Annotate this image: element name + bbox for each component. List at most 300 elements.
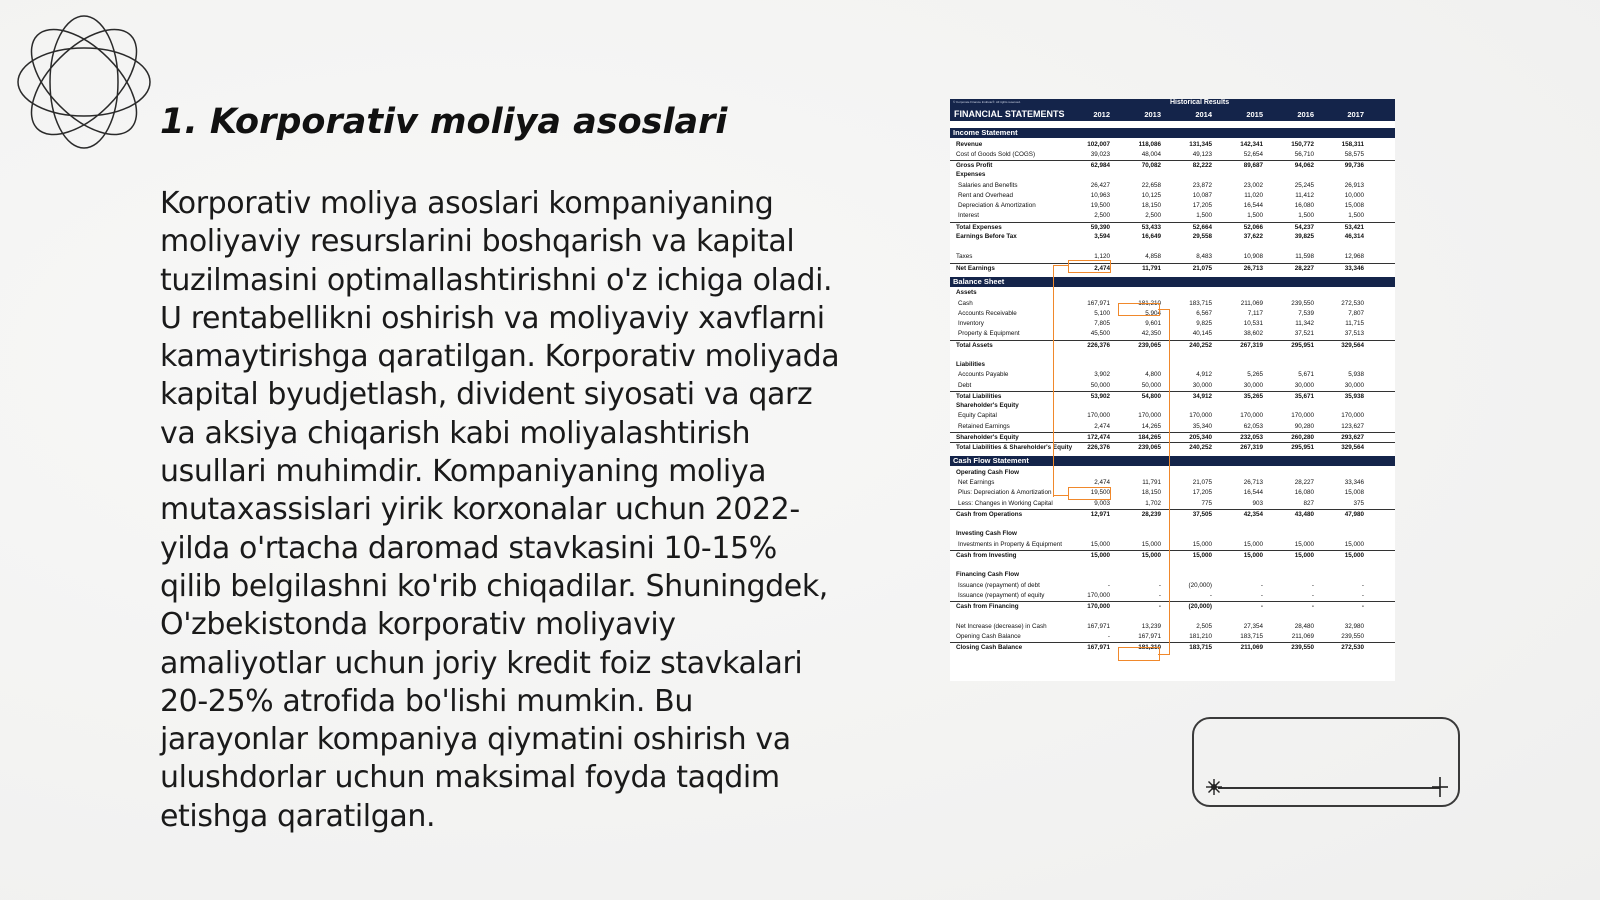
row-value: 260,280 [1291, 433, 1314, 441]
row-label: Total Liabilities [956, 392, 1002, 400]
row-value: 9,825 [1196, 320, 1212, 327]
row-value: 10,908 [1243, 253, 1263, 261]
statement-row [950, 570, 1395, 580]
row-value: 8,483 [1196, 253, 1212, 261]
statement-row [950, 191, 1395, 201]
row-value: - [1361, 591, 1364, 599]
row-label: Liabilities [956, 361, 986, 368]
row-value: 170,000 [1189, 412, 1212, 420]
row-value: 35,938 [1344, 392, 1364, 400]
row-value: 54,800 [1141, 392, 1161, 400]
row-value: - [1361, 581, 1364, 589]
row-value: 54,237 [1294, 223, 1314, 231]
row-value: 7,807 [1348, 309, 1364, 317]
statement-tagline: © Corporate Finance Institute®. All rights reserved. [953, 100, 1021, 104]
row-label: Salaries and Benefits [958, 181, 1018, 189]
statement-row [950, 422, 1395, 432]
row-value: 329,564 [1341, 444, 1364, 451]
statement-group-label: Historical Results [1170, 99, 1230, 106]
row-label: Inventory [958, 320, 984, 327]
row-label: Depreciation & Amortization [958, 202, 1036, 209]
row-label: Plus: Depreciation & Amortization [958, 489, 1052, 497]
row-label: Retained Earnings [958, 422, 1010, 430]
row-value: 16,544 [1243, 202, 1263, 209]
decorative-card [1192, 717, 1460, 807]
row-value: 15,000 [1243, 540, 1263, 548]
card-divider-line [1218, 787, 1440, 789]
highlight-box [1118, 647, 1160, 661]
row-value: 43,480 [1294, 510, 1314, 518]
row-value: 211,069 [1240, 644, 1263, 651]
row-value: 170,000 [1087, 603, 1110, 610]
row-value: 172,474 [1087, 433, 1110, 441]
row-value: 170,000 [1240, 412, 1263, 420]
row-value: 39,023 [1090, 150, 1110, 158]
statement-row [950, 242, 1395, 252]
interlaced-circles-logo-icon [10, 8, 158, 156]
row-value: 34,912 [1192, 392, 1212, 400]
statement-row [950, 181, 1395, 191]
row-label: Less: Changes in Working Capital [958, 499, 1053, 507]
row-label: Opening Cash Balance [956, 632, 1021, 640]
row-value: 58,575 [1344, 150, 1364, 158]
row-value: 295,951 [1291, 444, 1314, 451]
row-value: 26,913 [1344, 181, 1364, 189]
row-value: 32,980 [1344, 622, 1364, 630]
row-label: Expenses [956, 171, 986, 179]
row-label: Accounts Payable [958, 371, 1009, 379]
statement-row [950, 140, 1395, 150]
row-value: 775 [1201, 499, 1212, 507]
row-value: 15,008 [1344, 489, 1364, 497]
section-band: Balance Sheet [950, 277, 1395, 287]
row-value: 239,065 [1138, 444, 1161, 451]
row-value: 240,252 [1189, 444, 1212, 451]
row-label: Cash from Financing [956, 603, 1019, 610]
row-value: 53,433 [1141, 223, 1161, 231]
row-value: 12,971 [1090, 510, 1110, 518]
row-label: Interest [958, 212, 979, 220]
row-label: Net Increase (decrease) in Cash [956, 622, 1047, 630]
row-value: 35,671 [1294, 392, 1314, 400]
row-value: 15,000 [1344, 540, 1364, 548]
row-value: 14,265 [1141, 422, 1161, 430]
row-value: 239,065 [1138, 341, 1161, 349]
row-label: Assets [956, 289, 977, 297]
row-value: 48,004 [1141, 150, 1161, 158]
row-value: 5,671 [1298, 371, 1314, 379]
row-value: - [1107, 632, 1110, 640]
row-value: 33,346 [1344, 264, 1364, 272]
row-value: 94,062 [1294, 162, 1314, 169]
row-value: 39,825 [1294, 232, 1314, 240]
highlight-box [1068, 487, 1111, 500]
statement-row [950, 519, 1395, 529]
statement-row [950, 499, 1395, 509]
row-value: 90,280 [1294, 422, 1314, 430]
row-value: 33,346 [1344, 479, 1364, 486]
statement-row [950, 232, 1395, 242]
row-label: Cost of Goods Sold (COGS) [956, 150, 1036, 158]
row-value: 1,500 [1196, 212, 1212, 220]
statement-row [950, 150, 1395, 160]
section-band: Cash Flow Statement [950, 456, 1395, 466]
row-value: 7,117 [1247, 309, 1263, 317]
row-label: Operating Cash Flow [956, 468, 1019, 476]
row-value: 226,376 [1087, 444, 1110, 451]
statement-heading: FINANCIAL STATEMENTS [954, 109, 1065, 119]
row-value: - [1158, 591, 1161, 599]
statement-row [950, 288, 1395, 298]
year-header: 2012 [1093, 110, 1110, 119]
row-value: 38,602 [1243, 330, 1263, 338]
row-value: 232,053 [1240, 433, 1263, 441]
row-value: 28,480 [1294, 622, 1314, 630]
statement-row [950, 309, 1395, 319]
row-value: 205,340 [1189, 433, 1212, 441]
statement-row [950, 263, 1395, 274]
row-value: 2,505 [1196, 622, 1212, 630]
row-value: 17,205 [1192, 489, 1212, 497]
row-value: 827 [1303, 499, 1314, 507]
row-value: 181,210 [1189, 632, 1212, 640]
statement-row [950, 170, 1395, 180]
row-value: 28,227 [1294, 264, 1314, 272]
row-value: 10,087 [1192, 191, 1212, 199]
highlight-connector [1169, 309, 1170, 655]
highlight-connector [1053, 495, 1068, 496]
row-label: Debt [958, 381, 972, 389]
row-value: 5,938 [1348, 371, 1364, 379]
row-value: 26,427 [1090, 181, 1110, 189]
row-value: - [1158, 603, 1161, 610]
row-value: 267,319 [1240, 341, 1263, 349]
statement-row [950, 560, 1395, 570]
row-value: 59,390 [1090, 223, 1110, 231]
row-label: Accounts Receivable [958, 309, 1017, 317]
row-label: Shareholder's Equity [956, 402, 1019, 409]
row-value: - [1311, 581, 1314, 589]
year-header: 2013 [1144, 110, 1161, 119]
row-value: 167,971 [1087, 622, 1110, 630]
row-value: 15,008 [1344, 202, 1364, 209]
row-value: 11,598 [1295, 253, 1314, 261]
row-value: 9,003 [1094, 499, 1110, 507]
row-value: 23,872 [1192, 181, 1212, 189]
statement-row [950, 591, 1395, 601]
row-value: 47,980 [1344, 510, 1364, 518]
row-value: 18,150 [1141, 489, 1161, 497]
row-value: 26,713 [1243, 479, 1263, 486]
row-value: 28,239 [1141, 510, 1161, 518]
row-value: 5,100 [1094, 309, 1110, 317]
row-value: 70,082 [1141, 162, 1161, 169]
statement-row [950, 401, 1395, 411]
highlight-connector [1053, 265, 1054, 497]
row-value: 9,601 [1145, 320, 1161, 327]
row-value: 42,350 [1141, 330, 1161, 338]
highlight-box [1068, 260, 1111, 273]
row-value: 23,002 [1243, 181, 1263, 189]
statement-row [950, 442, 1395, 453]
row-value: 35,340 [1192, 422, 1212, 430]
sparkle-icon [1205, 778, 1223, 796]
statement-row [950, 632, 1395, 642]
row-value: 4,858 [1145, 253, 1161, 261]
row-value: - [1311, 603, 1314, 610]
highlight-box [1118, 303, 1160, 316]
row-value: 30,000 [1243, 381, 1263, 389]
row-value: 6,567 [1196, 309, 1212, 317]
row-label: Gross Profit [956, 162, 993, 169]
statement-row [950, 622, 1395, 632]
row-value: - [1361, 603, 1364, 610]
row-value: (20,000) [1188, 603, 1212, 610]
statement-row [950, 350, 1395, 360]
row-value: 4,912 [1196, 371, 1212, 379]
row-value: 295,951 [1291, 341, 1314, 349]
statement-row [950, 411, 1395, 421]
row-value: 272,530 [1341, 644, 1364, 651]
row-value: 123,627 [1341, 422, 1364, 430]
highlight-connector [1158, 654, 1169, 655]
row-value: 1,500 [1247, 212, 1263, 220]
row-value: 62,053 [1243, 422, 1263, 430]
row-value: 375 [1353, 499, 1364, 507]
year-header: 2017 [1347, 110, 1364, 119]
row-value: 2,500 [1094, 212, 1110, 220]
year-header: 2015 [1246, 110, 1263, 119]
row-value: 45,500 [1090, 330, 1110, 338]
row-value: 15,000 [1344, 551, 1364, 559]
row-value: 19,500 [1090, 489, 1110, 497]
row-label: Equity Capital [958, 412, 997, 420]
row-label: Total Expenses [956, 223, 1002, 231]
row-value: 12,968 [1344, 253, 1364, 261]
row-value: 1,120 [1094, 253, 1110, 261]
row-label: Total Liabilities & Shareholder's Equity [956, 444, 1073, 451]
row-value: 37,513 [1344, 330, 1364, 338]
row-value: 2,474 [1094, 479, 1110, 486]
statement-row [950, 540, 1395, 550]
row-value: 167,971 [1087, 299, 1110, 307]
row-label: Investments in Property & Equipment [958, 540, 1062, 548]
row-value: 170,000 [1087, 591, 1110, 599]
row-value: 25,245 [1294, 181, 1314, 189]
row-value: 37,622 [1243, 232, 1263, 240]
row-value: 42,354 [1243, 510, 1263, 518]
statement-row [950, 581, 1395, 591]
row-value: 15,000 [1090, 540, 1110, 548]
row-value: 21,075 [1192, 264, 1212, 272]
row-value: 7,539 [1298, 309, 1314, 317]
row-value: 26,713 [1243, 264, 1263, 272]
row-value: 56,710 [1294, 150, 1314, 158]
row-value: 52,654 [1243, 150, 1263, 158]
row-value: 10,963 [1090, 191, 1110, 199]
row-value: 131,345 [1189, 140, 1212, 148]
row-value: 184,265 [1138, 433, 1161, 441]
row-value: - [1107, 581, 1110, 589]
row-value: 40,145 [1192, 330, 1212, 338]
row-value: 4,800 [1145, 371, 1161, 379]
row-value: 50,000 [1090, 381, 1110, 389]
row-label: Financing Cash Flow [956, 571, 1019, 579]
statement-row [950, 468, 1395, 478]
row-value: 3,902 [1094, 371, 1110, 379]
row-value: 170,000 [1087, 412, 1110, 420]
row-value: (20,000) [1188, 581, 1212, 589]
row-label: Investing Cash Flow [956, 530, 1017, 538]
row-value: 11,715 [1345, 320, 1364, 327]
statement-header [950, 99, 1395, 121]
row-value: 50,000 [1141, 381, 1161, 389]
row-value: 52,066 [1243, 223, 1263, 231]
row-label: Rent and Overhead [958, 191, 1013, 199]
row-label: Closing Cash Balance [956, 644, 1023, 651]
row-value: 211,069 [1240, 299, 1263, 307]
row-label: Cash from Investing [956, 551, 1017, 559]
row-label: Cash from Operations [956, 510, 1023, 518]
row-value: 1,702 [1145, 499, 1161, 507]
row-value: 30,000 [1344, 381, 1364, 389]
row-value: 15,000 [1192, 540, 1212, 548]
row-value: 37,521 [1294, 330, 1314, 338]
row-value: 53,902 [1090, 392, 1110, 400]
row-value: 62,984 [1090, 162, 1110, 169]
row-value: 16,080 [1294, 489, 1314, 497]
row-value: 15,000 [1294, 540, 1314, 548]
row-value: 239,550 [1291, 644, 1314, 651]
row-label: Earnings Before Tax [956, 232, 1017, 240]
row-value: 226,376 [1087, 341, 1110, 349]
row-value: 16,544 [1243, 489, 1263, 497]
highlight-connector [1053, 265, 1068, 266]
row-value: 15,000 [1141, 551, 1161, 559]
row-value: 170,000 [1341, 412, 1364, 420]
statement-row [950, 611, 1395, 621]
plus-icon [1429, 776, 1451, 798]
row-label: Total Assets [956, 341, 993, 349]
row-value: 13,239 [1141, 622, 1161, 630]
row-value: 158,311 [1341, 140, 1364, 148]
row-value: 15,000 [1141, 540, 1161, 548]
statement-row [950, 529, 1395, 539]
row-value: - [1311, 591, 1314, 599]
row-value: 3,594 [1094, 232, 1110, 240]
row-value: 11,412 [1295, 191, 1314, 199]
row-value: 21,075 [1192, 479, 1212, 486]
row-value: 272,530 [1341, 299, 1364, 307]
row-value: 82,222 [1192, 162, 1212, 169]
year-header: 2014 [1195, 110, 1212, 119]
statement-row [950, 329, 1395, 339]
row-label: Net Earnings [956, 264, 995, 272]
row-value: 7,805 [1094, 320, 1110, 327]
row-label: Cash [958, 299, 973, 307]
statement-row [950, 642, 1395, 653]
row-value: 183,715 [1189, 644, 1212, 651]
row-value: 16,649 [1141, 232, 1161, 240]
row-value: 1,500 [1298, 212, 1314, 220]
statement-row [950, 381, 1395, 391]
slide-title: 1. Korporativ moliya asoslari [160, 102, 728, 142]
row-value: 293,627 [1341, 433, 1364, 441]
row-value: 142,341 [1240, 140, 1263, 148]
row-label: Taxes [956, 253, 973, 261]
row-value: - [1260, 591, 1263, 599]
row-value: 11,342 [1295, 320, 1314, 327]
row-value: 329,564 [1341, 341, 1364, 349]
row-value: 240,252 [1189, 341, 1212, 349]
row-value: - [1158, 581, 1161, 589]
row-value: 18,150 [1141, 202, 1161, 209]
row-value: 170,000 [1138, 412, 1161, 420]
row-value: 89,687 [1243, 162, 1263, 169]
row-value: 17,205 [1192, 202, 1212, 209]
row-value: 11,020 [1244, 191, 1263, 199]
statement-row [950, 211, 1395, 221]
row-value: 181,210 [1138, 299, 1161, 307]
statement-row [950, 201, 1395, 211]
row-value: 28,227 [1294, 479, 1314, 486]
statement-row [950, 478, 1395, 488]
row-value: 170,000 [1291, 412, 1314, 420]
row-value: 2,474 [1094, 422, 1110, 430]
row-value: - [1209, 591, 1212, 599]
row-value: - [1260, 581, 1263, 589]
row-label: Issuance (repayment) of debt [958, 581, 1040, 589]
financial-statements-image [950, 99, 1395, 681]
row-value: 1,500 [1348, 212, 1364, 220]
row-value: 19,500 [1090, 202, 1110, 209]
row-value: 99,736 [1344, 162, 1364, 169]
row-value: 15,000 [1090, 551, 1110, 559]
row-value: 903 [1252, 499, 1263, 507]
row-value: 5,265 [1247, 371, 1263, 379]
row-value: 181,210 [1138, 644, 1161, 651]
row-value: 167,971 [1138, 632, 1161, 640]
row-value: 2,474 [1094, 264, 1110, 272]
row-value: 30,000 [1192, 381, 1212, 389]
row-value: 11,791 [1142, 264, 1161, 272]
row-value: 10,531 [1243, 320, 1263, 327]
row-value: 102,007 [1087, 140, 1110, 148]
statement-row [950, 319, 1395, 329]
row-label: Issuance (repayment) of equity [958, 591, 1045, 599]
statement-row [950, 488, 1395, 498]
row-value: 118,086 [1138, 140, 1161, 148]
row-value: 29,558 [1192, 232, 1212, 240]
slide-body-text: Korporativ moliya asoslari kompaniyaning moliyaviy resurslarini boshqarish va kapital tuzilmasini optimallashtirishni o'z ichiga oladi. U rentabellikni oshirish va moliyaviy xavflarni kamaytirishga qaratilgan. Korporativ moliyada kapital byudjetlash, divident siyosati va qarz va aksiya chiqarish kabi moliyalashtirish usullari muhimdir. Kompaniyaning moliya mutaxassislari yirik korxonalar uchun 2022-yilda o'rtacha daromad stavkasini 10-15% qilib belgilashni ko'rib chiqadilar. Shuningdek, O'zbekistonda korporativ moliyaviy amaliyotlar uchun joriy kredit foiz stavkalari 20-25% atrofida bo'lishi mumkin. Bu jarayonlar kompaniya qiymatini oshirish va ulushdorlar uchun maksimal foyda taqdim etishga qaratilgan. [160, 186, 840, 834]
statement-row [950, 370, 1395, 380]
row-value: 35,265 [1243, 392, 1263, 400]
row-value: 239,550 [1291, 299, 1314, 307]
row-value: 10,125 [1141, 191, 1161, 199]
row-value: 211,069 [1291, 632, 1314, 640]
statement-row [950, 360, 1395, 370]
row-value: 239,550 [1341, 632, 1364, 640]
row-value: 5,904 [1145, 309, 1161, 317]
row-value: 46,314 [1344, 232, 1364, 240]
row-value: 183,715 [1189, 299, 1212, 307]
row-value: 27,354 [1243, 622, 1263, 630]
section-band: Income Statement [950, 128, 1395, 138]
row-label: Revenue [956, 140, 983, 148]
row-value: 267,319 [1240, 444, 1263, 451]
row-value: 49,123 [1192, 150, 1212, 158]
row-value: 15,000 [1192, 551, 1212, 559]
